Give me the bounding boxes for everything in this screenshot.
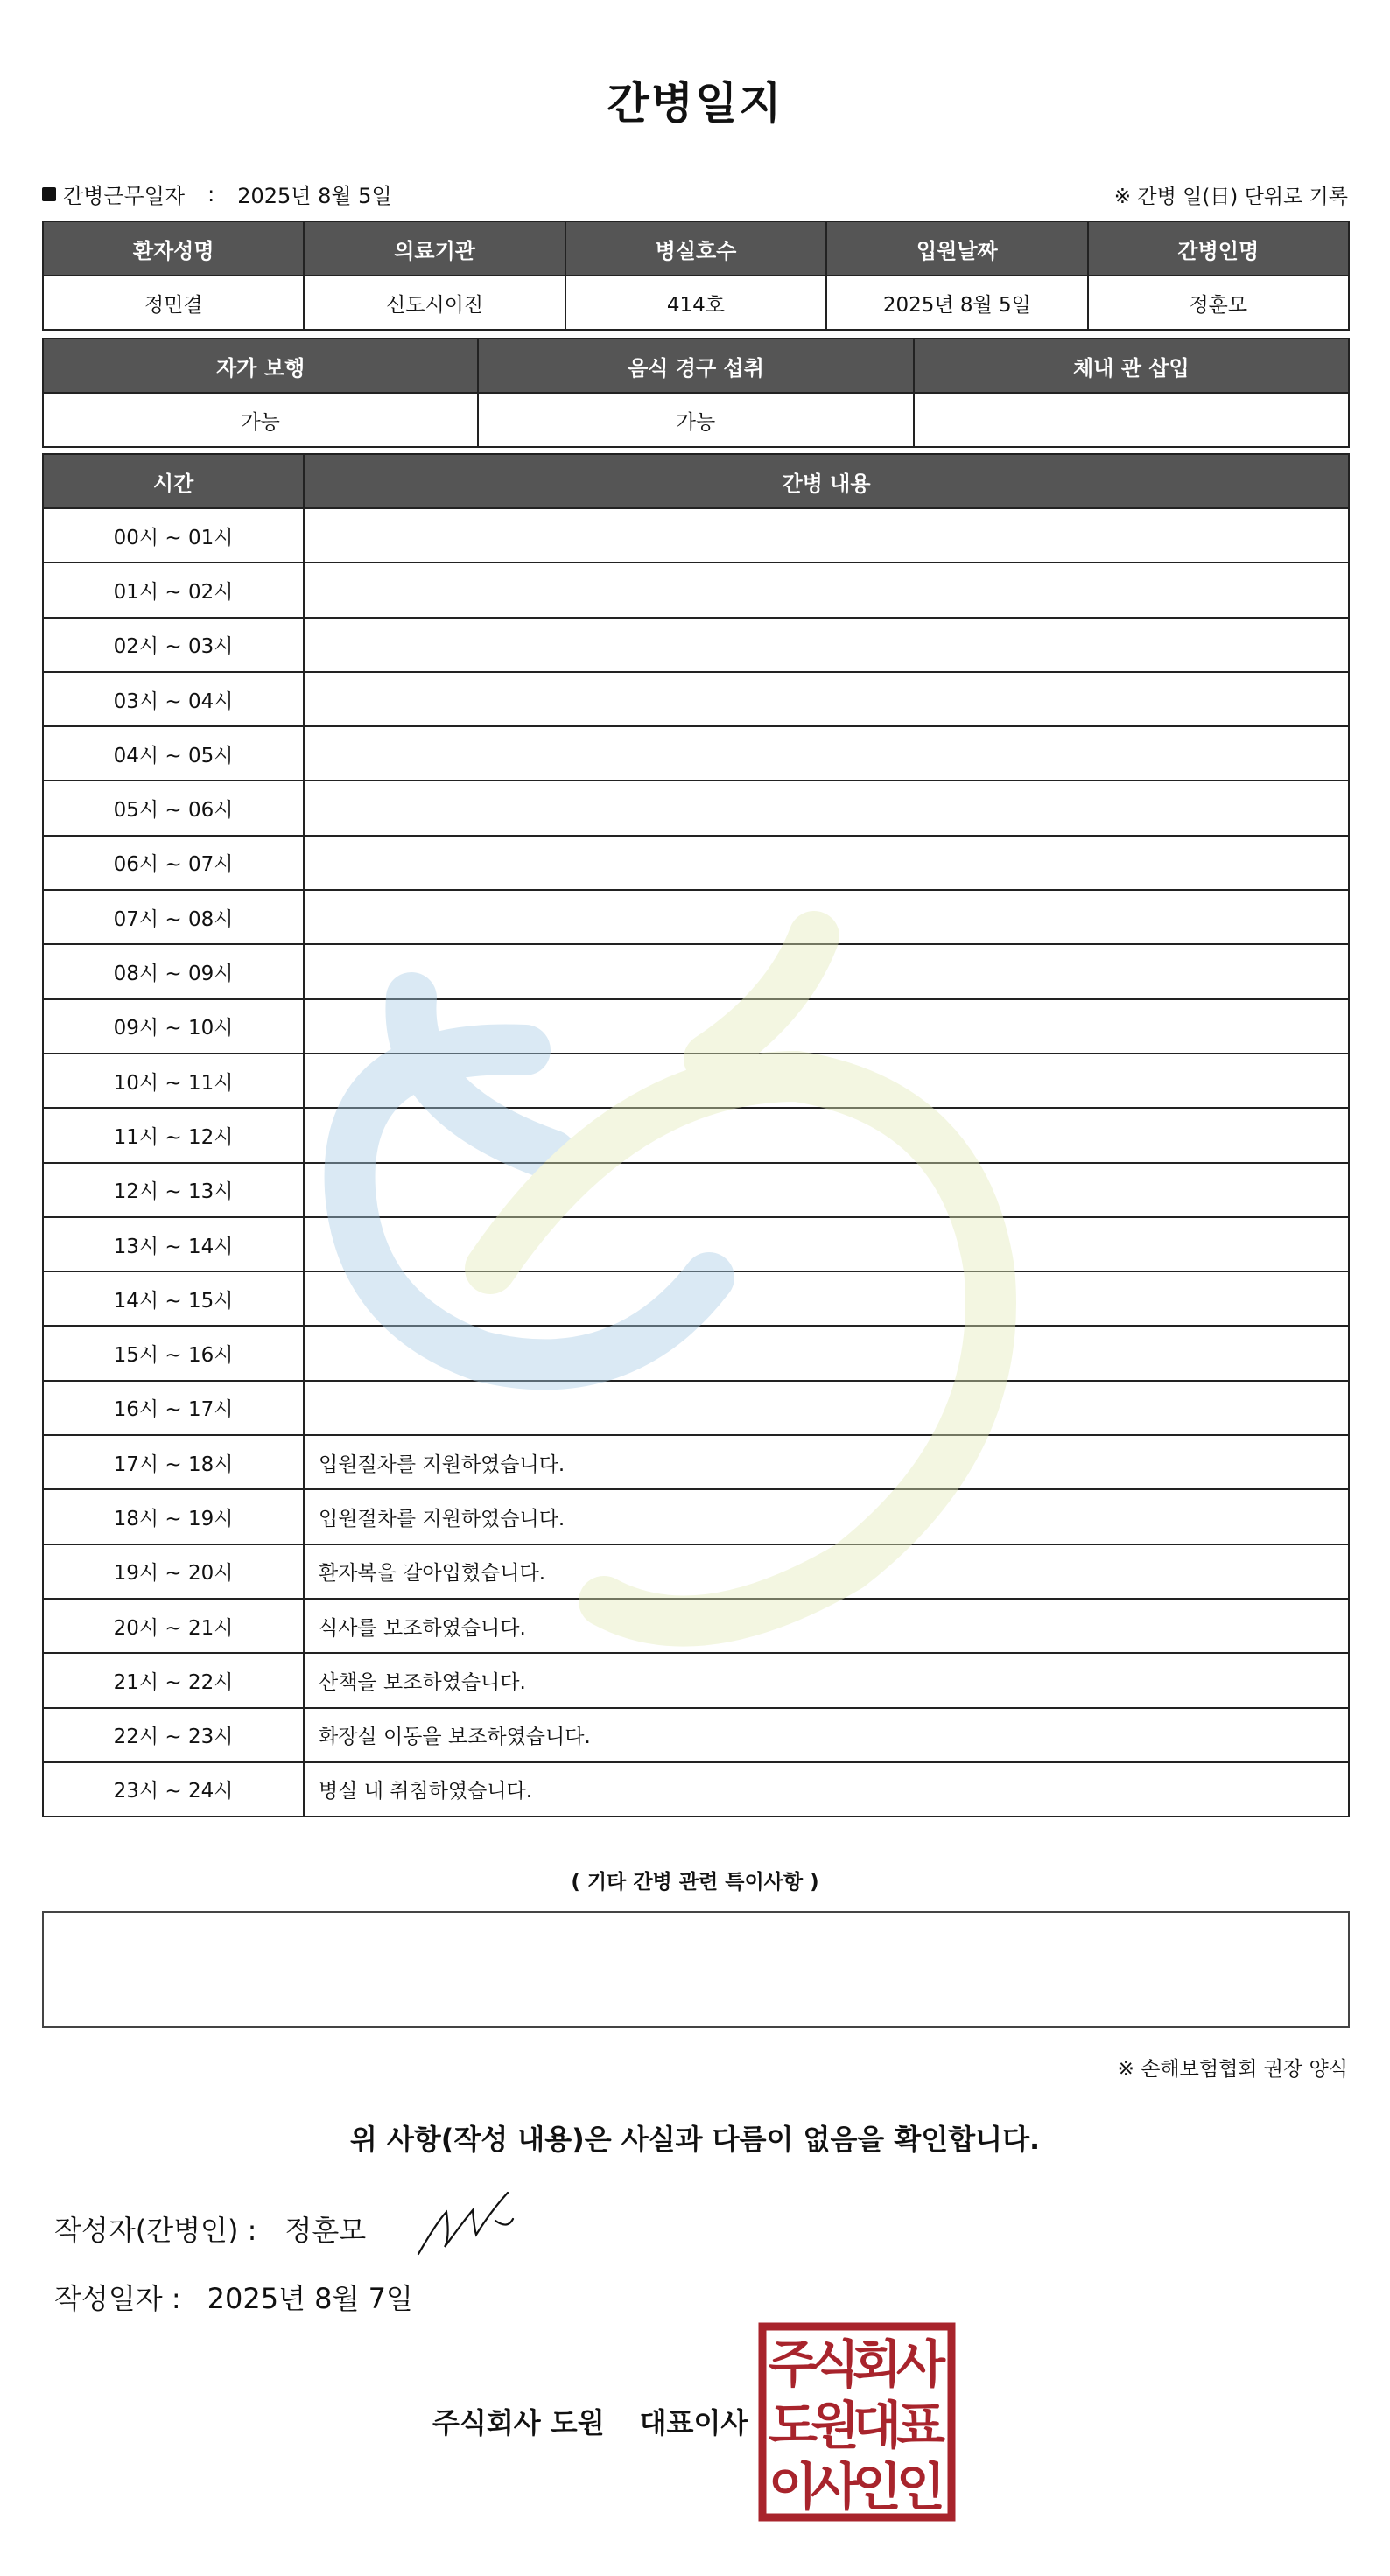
care-log-time: 15시 ~ 16시 [43, 1326, 304, 1380]
care-log-content [304, 508, 1349, 563]
care-log-content [304, 1271, 1349, 1326]
confirmation-statement: 위 사항(작성 내용)은 사실과 다름이 없음을 확인합니다. [349, 2123, 1041, 2156]
care-log-time: 00시 ~ 01시 [43, 508, 304, 563]
care-log-row [43, 508, 1349, 563]
care-log-content [304, 780, 1349, 835]
admission-date: 2025년 8월 5일 [826, 276, 1087, 330]
care-log-row [43, 618, 1349, 672]
care-log-content: 산책을 보조하였습니다. [304, 1653, 1349, 1707]
company-representative: 대표이사 [639, 2406, 748, 2440]
care-log-content [304, 836, 1349, 890]
header-tube-insertion: 체내 관 삽입 [914, 339, 1349, 393]
care-log-content [304, 890, 1349, 944]
patient-name: 정민결 [43, 276, 304, 330]
header-institution: 의료기관 [304, 221, 565, 276]
svg-text:인: 인 [895, 2457, 946, 2516]
care-log-content [304, 944, 1349, 998]
care-log-time: 23시 ~ 24시 [43, 1762, 304, 1816]
care-log-time: 12시 ~ 13시 [43, 1163, 304, 1217]
header-patient-name: 환자성명 [43, 221, 304, 276]
care-log-row [43, 1163, 1349, 1217]
header-admission-date: 입원날짜 [826, 221, 1087, 276]
care-log-row [43, 999, 1349, 1054]
care-log-content: 식사를 보조하였습니다. [304, 1599, 1349, 1653]
care-log-row [43, 890, 1349, 944]
header-caregiver-name: 간병인명 [1088, 221, 1349, 276]
work-date-value: 2025년 8월 5일 [237, 184, 392, 208]
tube-insertion-value [914, 393, 1349, 447]
care-log-content [304, 1108, 1349, 1162]
svg-text:원: 원 [810, 2396, 860, 2455]
self-walking-value: 가능 [43, 393, 478, 447]
written-date-row [54, 2277, 413, 2317]
writer-label: 작성자(간병인) : [54, 2214, 257, 2247]
care-log-row [43, 1054, 1349, 1108]
care-log-content [304, 726, 1349, 780]
care-log-row [43, 726, 1349, 780]
care-log-time: 16시 ~ 17시 [43, 1381, 304, 1435]
room-number: 414호 [565, 276, 826, 330]
care-log-row [43, 944, 1349, 998]
care-log-content [304, 1054, 1349, 1108]
care-log-time: 04시 ~ 05시 [43, 726, 304, 780]
care-log-time: 13시 ~ 14시 [43, 1217, 304, 1271]
patient-status-table [42, 338, 1350, 448]
care-log-time: 06시 ~ 07시 [43, 836, 304, 890]
care-log-content: 입원절차를 지원하였습니다. [304, 1435, 1349, 1489]
care-log-time: 02시 ~ 03시 [43, 618, 304, 672]
care-log-time: 08시 ~ 09시 [43, 944, 304, 998]
company-row [432, 2401, 748, 2441]
header-time: 시간 [43, 454, 304, 508]
care-log-row [43, 836, 1349, 890]
care-log-content [304, 1381, 1349, 1435]
care-log-content [304, 999, 1349, 1054]
header-care-content: 간병 내용 [304, 454, 1349, 508]
patient-info-table [42, 220, 1350, 331]
bullet-square-icon [42, 187, 56, 201]
care-log-content [304, 1217, 1349, 1271]
care-log-time: 09시 ~ 10시 [43, 999, 304, 1054]
care-log-time: 03시 ~ 04시 [43, 672, 304, 726]
care-log-row [43, 672, 1349, 726]
svg-text:사: 사 [895, 2334, 946, 2394]
oral-intake-value: 가능 [478, 393, 913, 447]
svg-text:주: 주 [768, 2334, 818, 2394]
institution: 신도시이진 [304, 276, 565, 330]
care-log-row [43, 1381, 1349, 1435]
care-log-row [43, 1653, 1349, 1707]
care-log-row [43, 1599, 1349, 1653]
care-log-row [43, 1326, 1349, 1380]
care-log-table [42, 453, 1350, 1817]
svg-text:식: 식 [810, 2334, 860, 2394]
care-log-row [43, 563, 1349, 617]
care-log-time: 21시 ~ 22시 [43, 1653, 304, 1707]
care-log-content: 입원절차를 지원하였습니다. [304, 1489, 1349, 1544]
care-log-row [43, 1217, 1349, 1271]
header-oral-intake: 음식 경구 섭취 [478, 339, 913, 393]
svg-text:대: 대 [852, 2396, 902, 2455]
company-name: 주식회사 도원 [432, 2406, 605, 2440]
company-seal-stamp [758, 2322, 956, 2522]
care-log-content: 병실 내 취침하였습니다. [304, 1762, 1349, 1816]
care-log-content [304, 563, 1349, 617]
caregiver-name: 정훈모 [1088, 276, 1349, 330]
care-log-content: 환자복을 갈아입혔습니다. [304, 1544, 1349, 1599]
care-log-time: 01시 ~ 02시 [43, 563, 304, 617]
care-log-content [304, 618, 1349, 672]
record-unit-note: ※ 간병 일(日) 단위로 기록 [1113, 186, 1348, 208]
special-notes-title: ( 기타 간병 관련 특이사항 ) [571, 1871, 819, 1894]
care-log-content [304, 1326, 1349, 1380]
care-log-time: 07시 ~ 08시 [43, 890, 304, 944]
svg-text:인: 인 [852, 2457, 902, 2516]
work-date-row [42, 178, 392, 209]
care-log-content: 화장실 이동을 보조하였습니다. [304, 1708, 1349, 1762]
care-log-row [43, 1435, 1349, 1489]
svg-text:표: 표 [895, 2396, 946, 2455]
writer-row [54, 2208, 366, 2249]
care-log-time: 14시 ~ 15시 [43, 1271, 304, 1326]
care-log-time: 11시 ~ 12시 [43, 1108, 304, 1162]
care-log-row [43, 1708, 1349, 1762]
special-notes-box [42, 1911, 1350, 2028]
handwritten-signature [411, 2186, 516, 2259]
care-log-row [43, 1271, 1349, 1326]
svg-text:이: 이 [768, 2457, 818, 2516]
header-self-walking: 자가 보행 [43, 339, 478, 393]
writer-name: 정훈모 [284, 2214, 367, 2247]
care-log-time: 20시 ~ 21시 [43, 1599, 304, 1653]
svg-text:도: 도 [768, 2396, 818, 2455]
work-date-colon: : [207, 181, 215, 206]
care-log-time: 19시 ~ 20시 [43, 1544, 304, 1599]
care-log-row [43, 780, 1349, 835]
header-room-number: 병실호수 [565, 221, 826, 276]
work-date-label: 간병근무일자 [63, 184, 186, 208]
svg-text:회: 회 [852, 2334, 902, 2394]
svg-text:사: 사 [810, 2457, 860, 2516]
care-log-row [43, 1544, 1349, 1599]
care-log-time: 10시 ~ 11시 [43, 1054, 304, 1108]
form-source-note: ※ 손해보험협회 권장 양식 [1117, 2058, 1348, 2081]
care-log-time: 17시 ~ 18시 [43, 1435, 304, 1489]
care-log-time: 22시 ~ 23시 [43, 1708, 304, 1762]
care-log-content [304, 1163, 1349, 1217]
written-date-label: 작성일자 : [54, 2282, 181, 2315]
care-log-time: 05시 ~ 06시 [43, 780, 304, 835]
written-date-value: 2025년 8월 7일 [207, 2282, 413, 2315]
care-log-row [43, 1108, 1349, 1162]
care-log-row [43, 1489, 1349, 1544]
care-log-time: 18시 ~ 19시 [43, 1489, 304, 1544]
care-log-row [43, 1762, 1349, 1816]
care-log-content [304, 672, 1349, 726]
document-title: 간병일지 [607, 78, 783, 129]
